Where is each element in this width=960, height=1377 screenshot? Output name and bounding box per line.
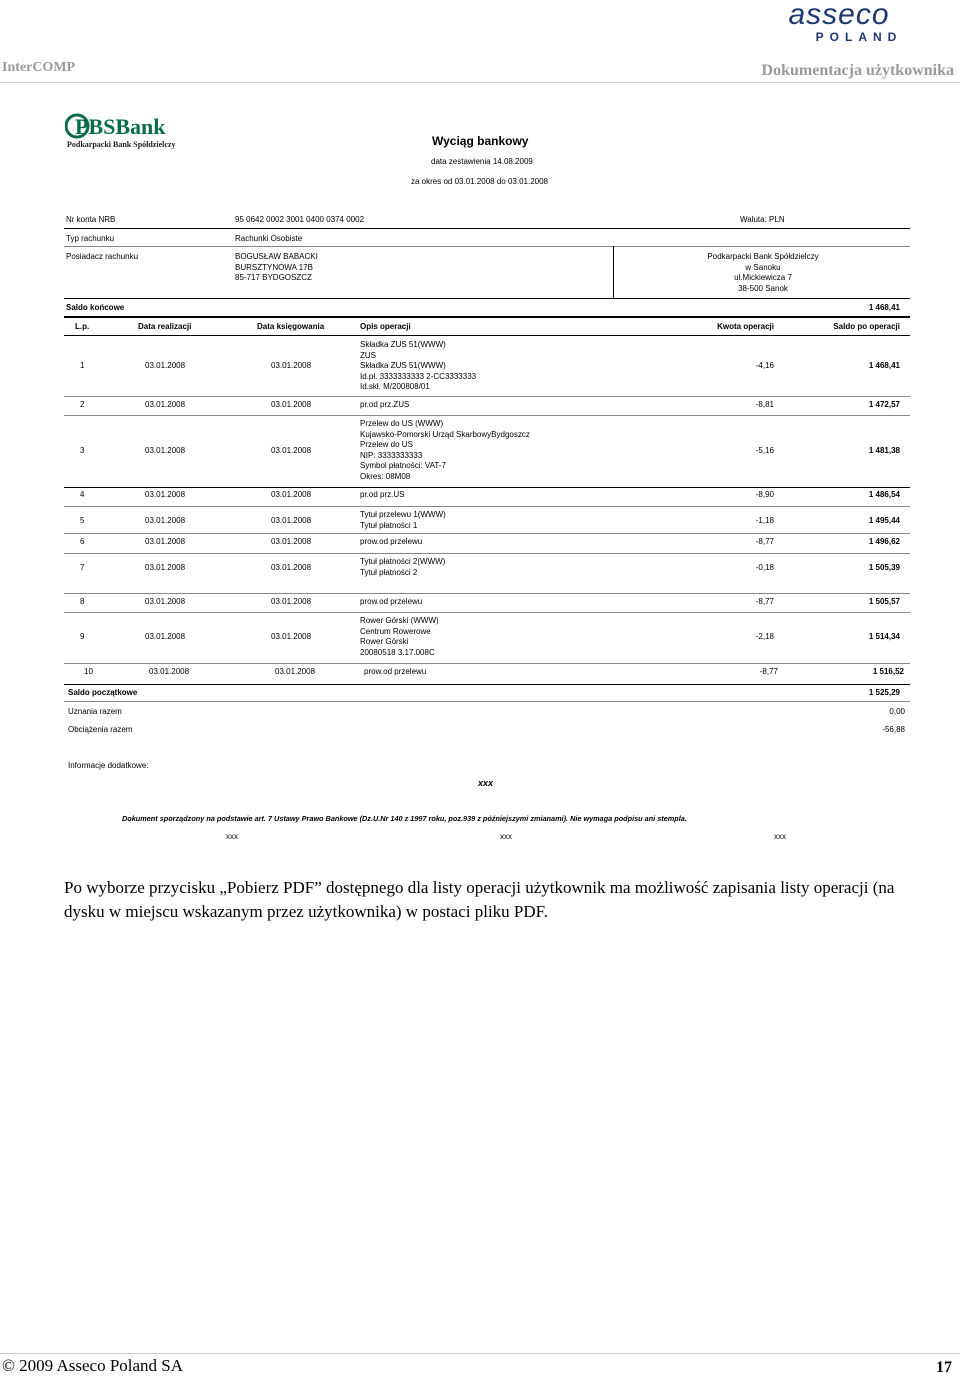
row-divider (64, 415, 910, 416)
footer-mark: xxx (500, 832, 512, 841)
row-description-line: Przelew do US (360, 440, 413, 449)
row-lp: 10 (84, 667, 93, 677)
row-description-line: NIP: 3333333333 (360, 450, 423, 460)
row-book-date: 03.01.2008 (271, 400, 312, 410)
row-divider (64, 663, 910, 664)
pbs-bank-logo (65, 112, 200, 152)
row-lp: 1 (80, 361, 85, 371)
row-description-line: Rower Górski (WWW) (360, 616, 439, 625)
row-description-line: prow.od przelewu (364, 667, 427, 676)
row-description-line: Składka ZUS 51(WWW) (360, 340, 446, 349)
col-description: Opis operacji (360, 322, 411, 331)
opening-balance-value: 1 525,29 (868, 688, 900, 697)
row-description-line: Składka ZUS 51(WWW) (360, 361, 446, 370)
col-book-date: Data księgowania (257, 322, 325, 331)
row-description-line: Okres: 08M08 (360, 471, 411, 481)
row-lp: 8 (80, 597, 85, 607)
row-amount: -8,77 (759, 667, 778, 677)
row-balance: 1 468,41 (868, 361, 900, 371)
row-lp: 5 (80, 515, 85, 525)
row-description-line: pr.od prz.US (360, 490, 405, 499)
account-type-label: Typ rachunku (66, 234, 115, 243)
row-amount: -2,18 (755, 632, 774, 641)
row-book-date: 03.01.2008 (271, 537, 312, 547)
col-amount: Kwota operacji (717, 322, 774, 331)
divider (64, 298, 910, 299)
row-description-line: Symbol płatności: VAT-7 (360, 461, 446, 470)
row-description-line: 20080518 3.17.008C (360, 647, 435, 657)
row-description-line: Id.skł. M/200808/01 (360, 382, 430, 391)
row-exec-date: 03.01.2008 (145, 597, 186, 607)
row-divider (64, 553, 910, 554)
row-amount: -8,90 (755, 490, 774, 500)
header-left-title: InterCOMP (2, 60, 76, 75)
footer-divider (0, 1353, 960, 1354)
owner-address: BOGUSŁAW BABACKI BURSZTYNOWA 17B 85-717 BYDGOSZCZ (235, 252, 318, 282)
debits-label: Obciążenia razem (68, 725, 133, 734)
row-book-date: 03.01.2008 (271, 445, 312, 455)
row-book-date: 03.01.2008 (271, 490, 312, 500)
row-exec-date: 03.01.2008 (145, 361, 186, 371)
svg-text:PBSBank: PBSBank (75, 114, 166, 139)
legal-note: Dokument sporządzony na podstawie art. 7 Ustawy Prawo Bankowe (Dz.U.Nr 140 z 1997 roku, poz.939 z późniejszymi zmianami). Nie wymaga podpisu ani stempla. (122, 814, 687, 823)
row-lp: 7 (80, 562, 85, 572)
row-divider (64, 487, 910, 488)
row-balance: 1 514,34 (868, 632, 900, 641)
info-label: Informacje dodatkowe: (68, 761, 149, 770)
col-lp: L.p. (75, 322, 90, 331)
svg-text:asseco: asseco (788, 2, 890, 31)
row-balance: 1 516,52 (872, 667, 904, 677)
account-type-value: Rachunki Osobiste (235, 234, 303, 243)
row-balance: 1 486,54 (868, 490, 900, 500)
row-exec-date: 03.01.2008 (145, 632, 186, 641)
row-balance: 1 505,39 (868, 562, 900, 572)
row-book-date: 03.01.2008 (271, 597, 312, 607)
asseco-logo (727, 2, 952, 44)
row-divider (64, 506, 910, 507)
closing-balance-label: Saldo końcowe (66, 303, 125, 312)
row-balance: 1 505,57 (868, 597, 900, 607)
row-balance: 1 495,44 (868, 515, 900, 525)
divider (64, 228, 910, 229)
row-description-line: Centrum Rowerowe (360, 626, 431, 636)
copyright: © 2009 Asseco Poland SA (2, 1356, 184, 1375)
row-amount: -4,16 (755, 361, 774, 371)
footer-mark: xxx (226, 832, 238, 841)
bank-address: Podkarpacki Bank Spółdzielczy w Sanoku ul.Mickiewicza 7 38-500 Sanok (707, 252, 819, 293)
row-amount: -8,77 (755, 537, 774, 547)
row-book-date: 03.01.2008 (271, 562, 312, 572)
col-exec-date: Data realizacji (138, 322, 192, 331)
info-value: xxx (478, 778, 494, 788)
row-lp: 2 (80, 400, 85, 410)
row-balance: 1 496,62 (868, 537, 900, 547)
account-value: 95 0642 0002 3001 0400 0374 0002 (235, 215, 365, 224)
row-lp: 6 (80, 537, 85, 547)
page-number: 17 (936, 1359, 952, 1376)
svg-text:Podkarpacki Bank Spółdzielczy: Podkarpacki Bank Spółdzielczy (67, 140, 176, 149)
row-divider (64, 684, 910, 685)
row-exec-date: 03.01.2008 (145, 400, 186, 410)
statement-period: za okres od 03.01.2008 do 03.01.2008 (411, 177, 548, 186)
owner-label: Posiadacz rachunku (66, 252, 139, 261)
row-book-date: 03.01.2008 (271, 515, 312, 525)
divider (613, 246, 614, 298)
opening-balance-label: Saldo początkowe (68, 688, 138, 697)
row-divider (64, 612, 910, 613)
header-divider (0, 82, 960, 83)
row-description-line: Kujawsko-Pomorski Urząd SkarbowyBydgoszcz (360, 429, 530, 439)
row-book-date: 03.01.2008 (271, 632, 312, 641)
row-amount: -1,18 (755, 515, 774, 525)
row-amount: -8,81 (755, 400, 774, 410)
row-description-line: prow.od przelewu (360, 537, 423, 546)
statement-date: data zestawienia 14.08.2009 (431, 157, 533, 166)
row-description-line: prow.od przelewu (360, 597, 423, 606)
statement-title: Wyciąg bankowy (432, 134, 529, 148)
row-exec-date: 03.01.2008 (145, 537, 186, 547)
closing-balance-value: 1 468,41 (868, 303, 900, 312)
row-amount: -8,77 (755, 597, 774, 607)
divider (64, 246, 910, 247)
row-divider (64, 533, 910, 534)
row-exec-date: 03.01.2008 (149, 667, 190, 677)
row-balance: 1 481,38 (868, 445, 900, 455)
row-description-line: Tytuł przelewu 1(WWW) (360, 510, 446, 519)
row-description-line: Tytuł płatności 1 (360, 520, 418, 530)
svg-text:POLAND: POLAND (815, 30, 903, 44)
account-label: Nr konta NRB (66, 215, 116, 224)
row-description-line: Rower Górski (360, 637, 409, 646)
row-lp: 3 (80, 445, 85, 455)
row-description-line: Tytuł płatności 2(WWW) (360, 557, 446, 566)
row-book-date: 03.01.2008 (271, 361, 312, 371)
credits-value: 0,00 (889, 707, 905, 716)
row-amount: -5,16 (755, 445, 774, 455)
description-paragraph: Po wyborze przycisku „Pobierz PDF” dostępnego dla listy operacji użytkownik ma możliwość zapisania listy operacji (na dysku w miejscu wskazanym przez użytkownika) w postaci pliku PDF. (64, 878, 895, 921)
debits-value: -56,88 (882, 725, 905, 734)
row-balance: 1 472,57 (868, 400, 900, 410)
row-exec-date: 03.01.2008 (145, 490, 186, 500)
row-description-line: Id.pł. 3333333333 2-CC3333333 (360, 371, 477, 381)
currency: Waluta: PLN (740, 215, 785, 224)
col-balance: Saldo po operacji (833, 322, 900, 331)
row-lp: 9 (80, 632, 85, 641)
row-description-line: ZUS (360, 350, 376, 360)
row-description-line: pr.od prz.ZUS (360, 400, 410, 409)
row-lp: 4 (80, 490, 85, 500)
row-exec-date: 03.01.2008 (145, 562, 186, 572)
row-divider (64, 593, 910, 594)
footer-mark: xxx (774, 832, 786, 841)
row-description-line: Tytuł płatności 2 (360, 567, 418, 577)
row-description-line: Przelew do US (WWW) (360, 419, 444, 428)
row-exec-date: 03.01.2008 (145, 445, 186, 455)
credits-label: Uznania razem (68, 707, 122, 716)
header-right-title: Dokumentacja użytkownika (761, 62, 954, 79)
divider (64, 316, 910, 318)
row-book-date: 03.01.2008 (275, 667, 316, 677)
divider (64, 701, 910, 702)
row-divider (64, 396, 910, 397)
row-amount: -0,18 (755, 562, 774, 572)
divider (64, 335, 910, 336)
row-exec-date: 03.01.2008 (145, 515, 186, 525)
